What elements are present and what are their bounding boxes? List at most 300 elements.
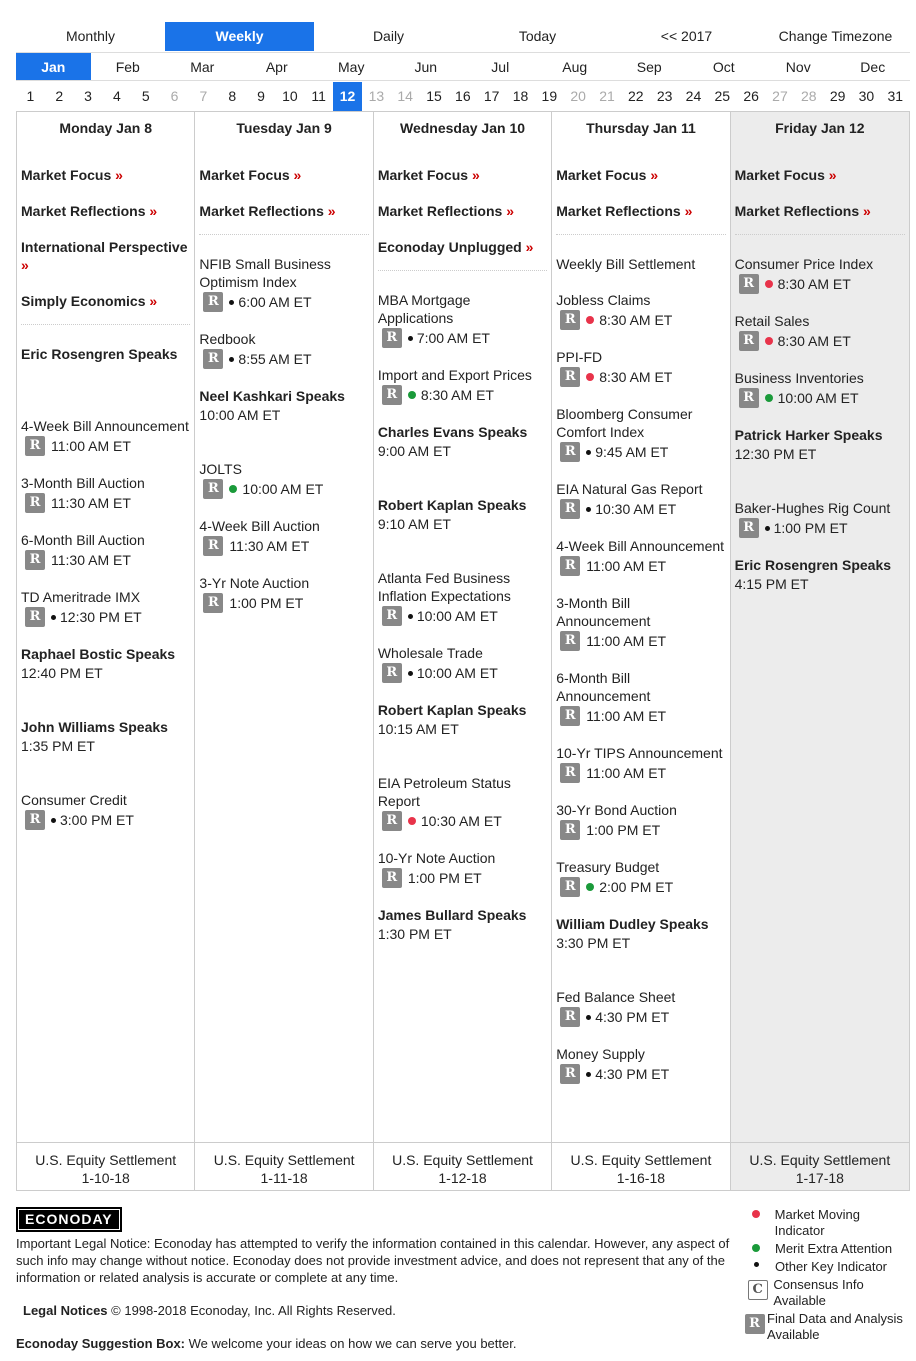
month-dec[interactable]: Dec xyxy=(860,59,886,75)
day-2[interactable]: 2 xyxy=(55,88,64,104)
event-item xyxy=(21,474,190,513)
month-aug[interactable]: Aug xyxy=(562,59,588,75)
event-item xyxy=(378,496,547,533)
event-item xyxy=(556,801,725,840)
day-15[interactable]: 15 xyxy=(426,88,442,104)
red-dot-icon xyxy=(586,373,594,381)
event-time: 1:00 PM ET xyxy=(586,822,661,838)
day-column xyxy=(17,112,195,1190)
feature-label[interactable]: Market Reflections xyxy=(556,203,681,219)
day-12[interactable]: 12 xyxy=(333,82,362,111)
r-icon[interactable]: R xyxy=(560,367,580,387)
event-time-row xyxy=(735,331,905,351)
day-column-body xyxy=(199,120,368,1150)
event-time: 8:30 AM ET xyxy=(420,387,494,403)
r-icon[interactable]: R xyxy=(739,274,759,294)
day-header: Friday Jan 12 xyxy=(775,120,865,136)
day-column-body xyxy=(556,120,725,1150)
footer-date: 1-12-18 xyxy=(438,1170,487,1186)
event-name[interactable]: Money Supply xyxy=(556,1046,645,1062)
arrow-icon: » xyxy=(327,203,336,219)
day-18[interactable]: 18 xyxy=(512,88,529,104)
legend-item xyxy=(742,1277,912,1309)
event-name[interactable]: Redbook xyxy=(199,331,256,347)
tab-change-timezone[interactable]: Change Timezone xyxy=(778,28,893,44)
event-name[interactable]: Wholesale Trade xyxy=(377,645,483,661)
event-time: 9:00 AM ET xyxy=(377,443,451,459)
feature-link-market-focus[interactable] xyxy=(735,166,905,184)
legend-icon-wrap xyxy=(742,1311,767,1334)
r-icon[interactable]: R xyxy=(25,810,45,830)
event-name[interactable]: Neel Kashkari Speaks xyxy=(199,388,345,404)
day-7[interactable]: 7 xyxy=(199,88,208,104)
event-time: 11:00 AM ET xyxy=(586,633,667,649)
day-22[interactable]: 22 xyxy=(628,88,644,104)
event-time-row xyxy=(21,664,190,682)
event-item xyxy=(556,915,725,952)
r-icon[interactable]: R xyxy=(560,499,580,519)
event-time-row xyxy=(735,518,905,538)
feature-link-market-reflections[interactable] xyxy=(21,202,190,220)
legend-item xyxy=(742,1241,912,1257)
red-dot-icon xyxy=(752,1210,760,1218)
event-time: 10:00 AM ET xyxy=(416,608,498,624)
event-time-row xyxy=(378,720,547,738)
event-time: 1:00 PM ET xyxy=(773,520,848,536)
event-item xyxy=(556,348,725,387)
event-time: 11:00 AM ET xyxy=(586,708,667,724)
tab-today[interactable]: Today xyxy=(518,28,557,44)
event-name[interactable]: William Dudley Speaks xyxy=(556,916,709,932)
feature-link-market-focus[interactable] xyxy=(556,166,725,184)
event-item xyxy=(556,988,725,1027)
black-dot-icon xyxy=(229,300,234,305)
black-dot-icon xyxy=(765,526,770,531)
suggestion-line xyxy=(16,1335,731,1352)
event-name[interactable]: 3-Month Bill Auction xyxy=(21,475,145,491)
event-time: 10:00 AM ET xyxy=(242,481,324,497)
feature-link-market-reflections[interactable] xyxy=(199,202,368,220)
r-icon[interactable]: R xyxy=(560,442,580,462)
event-time: 4:15 PM ET xyxy=(734,576,809,592)
legend-icon-wrap xyxy=(742,1259,775,1267)
day-8[interactable]: 8 xyxy=(228,88,237,104)
r-icon[interactable]: R xyxy=(382,385,402,405)
day-14[interactable]: 14 xyxy=(397,88,413,104)
event-item xyxy=(735,426,905,463)
event-name[interactable]: Eric Rosengren Speaks xyxy=(734,557,892,573)
feature-label[interactable]: Market Focus xyxy=(21,167,112,183)
event-name[interactable]: Retail Sales xyxy=(734,313,810,329)
feature-label[interactable]: Market Focus xyxy=(199,167,290,183)
day-9[interactable]: 9 xyxy=(257,88,265,104)
event-name[interactable]: NFIB Small Business Optimism Index xyxy=(199,256,331,290)
day-10[interactable]: 10 xyxy=(282,88,298,104)
black-dot-icon xyxy=(408,336,413,341)
event-name[interactable]: 3-Yr Note Auction xyxy=(199,575,310,591)
r-icon[interactable]: R xyxy=(203,536,223,556)
event-name[interactable]: Raphael Bostic Speaks xyxy=(21,646,176,662)
footer-date: 1-16-18 xyxy=(616,1170,666,1186)
day-16[interactable]: 16 xyxy=(455,88,471,104)
month-feb[interactable]: Feb xyxy=(115,59,140,75)
event-name[interactable]: Import and Export Prices xyxy=(377,367,532,383)
event-name[interactable]: Atlanta Fed Business Inflation Expectations xyxy=(377,570,511,604)
r-icon[interactable]: R xyxy=(203,292,223,312)
r-icon[interactable]: R xyxy=(382,606,402,626)
event-time-row xyxy=(556,499,725,519)
footer-date: 1-17-18 xyxy=(795,1170,844,1186)
day-11[interactable]: 11 xyxy=(311,88,326,104)
feature-link-market-focus[interactable] xyxy=(21,166,190,184)
event-name[interactable]: TD Ameritrade IMX xyxy=(21,589,141,605)
event-name[interactable]: 4-Week Bill Auction xyxy=(199,518,320,534)
event-item xyxy=(378,366,547,405)
event-time-row xyxy=(556,1064,725,1084)
month-oct[interactable]: Oct xyxy=(712,59,735,75)
day-header: Monday Jan 8 xyxy=(59,120,152,136)
event-name[interactable]: Robert Kaplan Speaks xyxy=(377,497,527,513)
month-sep[interactable]: Sep xyxy=(636,59,662,75)
event-name[interactable]: JOLTS xyxy=(199,461,242,477)
event-item xyxy=(21,417,190,456)
event-time: 11:30 AM ET xyxy=(229,538,310,554)
event-time-row xyxy=(556,310,725,330)
day-23[interactable]: 23 xyxy=(656,88,673,104)
event-time-row xyxy=(735,445,905,463)
day-17[interactable]: 17 xyxy=(483,88,500,104)
month-jan[interactable]: Jan xyxy=(16,53,91,80)
arrow-icon: » xyxy=(21,257,29,273)
r-icon[interactable]: R xyxy=(560,1064,580,1084)
event-name[interactable]: Fed Balance Sheet xyxy=(556,989,676,1005)
feature-label[interactable]: Market Reflections xyxy=(199,203,324,219)
event-name[interactable]: 10-Yr Note Auction xyxy=(377,850,496,866)
event-item xyxy=(735,369,905,408)
r-icon[interactable]: R xyxy=(203,593,223,613)
event-item xyxy=(556,1045,725,1084)
day-26[interactable]: 26 xyxy=(743,88,759,104)
event-time: 11:00 AM ET xyxy=(586,558,667,574)
day-5[interactable]: 5 xyxy=(141,88,150,104)
section-divider xyxy=(21,324,190,325)
arrow-icon: » xyxy=(525,239,534,255)
day-29[interactable]: 29 xyxy=(829,88,846,104)
event-name[interactable]: Business Inventories xyxy=(734,370,864,386)
day-30[interactable]: 30 xyxy=(858,88,875,104)
feature-link-market-reflections[interactable] xyxy=(556,202,725,220)
legend-label: Final Data and Analysis Available xyxy=(767,1311,903,1342)
event-time: 8:55 AM ET xyxy=(238,351,312,367)
black-dot-icon xyxy=(754,1262,759,1267)
event-item xyxy=(378,644,547,683)
arrow-icon: » xyxy=(684,203,693,219)
tab-weekly[interactable]: Weekly xyxy=(165,22,314,51)
r-icon[interactable]: R xyxy=(382,811,402,831)
event-name[interactable]: EIA Natural Gas Report xyxy=(556,481,703,497)
day-27[interactable]: 27 xyxy=(772,88,788,104)
day-13[interactable]: 13 xyxy=(368,88,385,104)
tab-daily[interactable]: Daily xyxy=(372,28,405,44)
day-4[interactable]: 4 xyxy=(113,88,121,104)
day-6[interactable]: 6 xyxy=(170,88,179,104)
day-column-body xyxy=(21,120,190,1150)
day-3[interactable]: 3 xyxy=(84,88,92,104)
r-icon[interactable]: R xyxy=(739,388,759,408)
event-name[interactable]: MBA Mortgage Applications xyxy=(377,292,471,326)
event-time-row xyxy=(199,536,368,556)
event-time: 11:00 AM ET xyxy=(51,438,131,454)
event-item xyxy=(556,594,725,651)
event-time: 9:10 AM ET xyxy=(377,516,451,532)
red-dot-icon xyxy=(408,817,416,825)
event-name[interactable]: 30-Yr Bond Auction xyxy=(556,802,677,818)
r-icon[interactable]: R xyxy=(25,436,45,456)
day-21[interactable]: 21 xyxy=(599,88,615,104)
r-icon[interactable]: R xyxy=(560,763,580,783)
legend-icon-wrap xyxy=(742,1241,775,1252)
r-icon[interactable]: R xyxy=(203,479,223,499)
event-time-row xyxy=(21,810,190,830)
event-time: 10:00 AM ET xyxy=(199,407,281,423)
section-divider xyxy=(556,234,725,235)
black-dot-icon xyxy=(586,1072,591,1077)
legend-icon-wrap xyxy=(742,1277,773,1300)
event-name[interactable]: Patrick Harker Speaks xyxy=(734,427,883,443)
econoday-logo[interactable]: ECONODAY xyxy=(16,1207,122,1232)
event-time-row xyxy=(199,406,368,424)
event-time-row xyxy=(378,868,547,888)
event-item xyxy=(199,387,368,424)
event-name[interactable]: Charles Evans Speaks xyxy=(377,424,528,440)
event-item xyxy=(21,588,190,627)
legend-item xyxy=(742,1311,912,1343)
r-icon[interactable]: R xyxy=(25,493,45,513)
day-20[interactable]: 20 xyxy=(570,88,586,104)
event-name[interactable]: PPI-FD xyxy=(556,349,603,365)
r-icon[interactable]: R xyxy=(560,631,580,651)
event-time: 3:30 PM ET xyxy=(556,935,631,951)
month-jun[interactable]: Jun xyxy=(414,59,438,75)
r-icon[interactable]: R xyxy=(739,518,759,538)
section-divider xyxy=(735,234,905,235)
tab-monthly[interactable]: Monthly xyxy=(65,28,116,44)
legal-notices-link[interactable]: Legal Notices xyxy=(23,1303,108,1318)
event-name[interactable]: 10-Yr TIPS Announcement xyxy=(556,745,723,761)
event-time-row xyxy=(556,706,725,726)
event-name[interactable]: Bloomberg Consumer Comfort Index xyxy=(556,406,693,440)
c-icon: C xyxy=(748,1280,768,1300)
event-time: 12:30 PM ET xyxy=(734,446,817,462)
event-time-row xyxy=(199,349,368,369)
event-item xyxy=(735,499,905,538)
feature-label[interactable]: International Perspective xyxy=(21,239,188,255)
section-divider xyxy=(199,234,368,235)
r-icon[interactable]: R xyxy=(203,349,223,369)
legend-label: Other Key Indicator xyxy=(775,1259,887,1274)
month-mar[interactable]: Mar xyxy=(190,59,215,75)
event-item xyxy=(21,791,190,830)
event-item xyxy=(199,460,368,499)
event-time: 4:30 PM ET xyxy=(595,1066,670,1082)
r-icon[interactable]: R xyxy=(382,663,402,683)
feature-link-market-reflections[interactable] xyxy=(378,202,547,220)
day-1[interactable]: 1 xyxy=(26,88,35,104)
event-item xyxy=(199,574,368,613)
r-icon[interactable]: R xyxy=(739,331,759,351)
event-name[interactable]: John Williams Speaks xyxy=(21,719,168,735)
day-footer xyxy=(17,1142,194,1190)
r-icon[interactable]: R xyxy=(560,310,580,330)
feature-label[interactable]: Market Focus xyxy=(377,167,469,183)
legend-label: Market Moving Indicator xyxy=(774,1207,860,1238)
event-item xyxy=(735,556,905,593)
day-24[interactable]: 24 xyxy=(685,88,702,104)
footer-label: U.S. Equity Settlement xyxy=(392,1152,533,1168)
month-jul[interactable]: Jul xyxy=(491,59,510,75)
black-dot-icon xyxy=(51,615,56,620)
event-name[interactable]: Baker-Hughes Rig Count xyxy=(734,500,891,516)
legal-section xyxy=(16,1207,731,1352)
footer-label: U.S. Equity Settlement xyxy=(749,1152,891,1168)
day-column-body xyxy=(378,120,547,1150)
event-time: 8:30 AM ET xyxy=(777,333,851,349)
event-time: 12:40 PM ET xyxy=(21,665,103,681)
event-time-row xyxy=(21,737,190,755)
event-time: 11:00 AM ET xyxy=(586,765,667,781)
event-name[interactable]: Consumer Credit xyxy=(21,792,127,808)
day-tabs xyxy=(16,82,910,111)
event-item xyxy=(378,291,547,348)
event-time-row xyxy=(556,934,725,952)
footer-date: 1-10-18 xyxy=(81,1170,130,1186)
feature-label[interactable]: Simply Economics xyxy=(21,293,146,309)
arrow-icon: » xyxy=(471,167,480,183)
legend-label: Merit Extra Attention xyxy=(775,1241,893,1256)
feature-label[interactable]: Econoday Unplugged xyxy=(377,239,522,255)
tab-2017[interactable]: << 2017 xyxy=(660,28,713,44)
r-icon[interactable]: R xyxy=(560,1007,580,1027)
feature-label[interactable]: Market Focus xyxy=(556,167,647,183)
green-dot-icon xyxy=(229,485,237,493)
day-footer xyxy=(374,1142,551,1190)
day-footer xyxy=(552,1142,729,1190)
event-name[interactable]: 3-Month Bill Announcement xyxy=(556,595,651,629)
event-time-row xyxy=(556,877,725,897)
month-nov[interactable]: Nov xyxy=(785,59,811,75)
section-divider xyxy=(378,270,547,271)
event-time: 10:00 AM ET xyxy=(416,665,498,681)
event-time-row xyxy=(378,606,547,626)
day-column xyxy=(374,112,552,1190)
month-may[interactable]: May xyxy=(338,59,365,75)
week-calendar xyxy=(16,111,910,1191)
r-icon: R xyxy=(745,1314,765,1334)
event-name[interactable]: EIA Petroleum Status Report xyxy=(377,775,511,809)
r-icon[interactable]: R xyxy=(560,820,580,840)
event-time-row xyxy=(378,442,547,460)
feature-label[interactable]: Market Reflections xyxy=(377,203,503,219)
event-time: 7:00 AM ET xyxy=(416,330,490,346)
month-apr[interactable]: Apr xyxy=(265,59,288,75)
black-dot-icon xyxy=(229,357,234,362)
event-name[interactable]: Treasury Budget xyxy=(556,859,660,875)
black-dot-icon xyxy=(408,671,413,676)
feature-link-international-perspective[interactable] xyxy=(21,238,190,274)
event-name[interactable]: Weekly Bill Settlement xyxy=(556,256,696,272)
event-name[interactable]: James Bullard Speaks xyxy=(377,907,527,923)
event-time-row xyxy=(378,925,547,943)
event-item xyxy=(199,517,368,556)
day-header: Thursday Jan 11 xyxy=(586,120,696,136)
legend-icon-wrap xyxy=(742,1207,775,1218)
event-time: 10:30 AM ET xyxy=(595,501,677,517)
r-icon[interactable]: R xyxy=(382,868,402,888)
event-time: 4:30 PM ET xyxy=(595,1009,670,1025)
r-icon[interactable]: R xyxy=(382,328,402,348)
event-time: 11:30 AM ET xyxy=(51,552,131,568)
event-time: 1:00 PM ET xyxy=(407,870,482,886)
copyright-text: © 1998-2018 Econoday, Inc. All Rights Reserved. xyxy=(111,1303,396,1318)
feature-link-simply-economics[interactable] xyxy=(21,292,190,310)
feature-label[interactable]: Market Reflections xyxy=(734,203,860,219)
month-tabs xyxy=(16,52,910,81)
day-28[interactable]: 28 xyxy=(800,88,817,104)
event-item xyxy=(556,405,725,462)
day-19[interactable]: 19 xyxy=(541,88,558,104)
day-column xyxy=(195,112,373,1190)
event-item xyxy=(21,718,190,755)
day-31[interactable]: 31 xyxy=(887,88,904,104)
event-time-row xyxy=(199,593,368,613)
event-time-row xyxy=(556,1007,725,1027)
r-icon[interactable]: R xyxy=(25,550,45,570)
r-icon[interactable]: R xyxy=(560,706,580,726)
event-name[interactable]: Jobless Claims xyxy=(556,292,651,308)
event-name[interactable]: Consumer Price Index xyxy=(734,256,874,272)
event-time-row xyxy=(735,274,905,294)
event-item xyxy=(556,480,725,519)
event-time: 1:35 PM ET xyxy=(21,738,95,754)
event-item xyxy=(556,255,725,273)
footer-label: U.S. Equity Settlement xyxy=(35,1152,177,1168)
event-item xyxy=(378,849,547,888)
footer-date: 1-11-18 xyxy=(260,1170,308,1186)
event-name[interactable]: Robert Kaplan Speaks xyxy=(377,702,527,718)
feature-link-market-focus[interactable] xyxy=(378,166,547,184)
r-icon[interactable]: R xyxy=(560,877,580,897)
event-name[interactable]: 6-Month Bill Announcement xyxy=(556,670,651,704)
day-header: Wednesday Jan 10 xyxy=(400,120,526,136)
event-item xyxy=(556,669,725,726)
event-time: 8:30 AM ET xyxy=(777,276,851,292)
r-icon[interactable]: R xyxy=(560,556,580,576)
feature-label[interactable]: Market Reflections xyxy=(21,203,146,219)
feature-link-market-reflections[interactable] xyxy=(735,202,905,220)
feature-link-market-focus[interactable] xyxy=(199,166,368,184)
feature-label[interactable]: Market Focus xyxy=(734,167,825,183)
day-25[interactable]: 25 xyxy=(714,88,731,104)
event-name[interactable]: 4-Week Bill Announcement xyxy=(556,538,725,554)
event-item xyxy=(378,569,547,626)
event-name[interactable]: Eric Rosengren Speaks xyxy=(21,346,178,362)
event-time-row xyxy=(556,631,725,651)
event-name[interactable]: 6-Month Bill Auction xyxy=(21,532,145,548)
event-name[interactable]: 4-Week Bill Announcement xyxy=(21,418,189,434)
suggestion-box-link[interactable]: Econoday Suggestion Box: xyxy=(16,1336,186,1351)
r-icon[interactable]: R xyxy=(25,607,45,627)
feature-link-econoday-unplugged[interactable] xyxy=(378,238,547,256)
